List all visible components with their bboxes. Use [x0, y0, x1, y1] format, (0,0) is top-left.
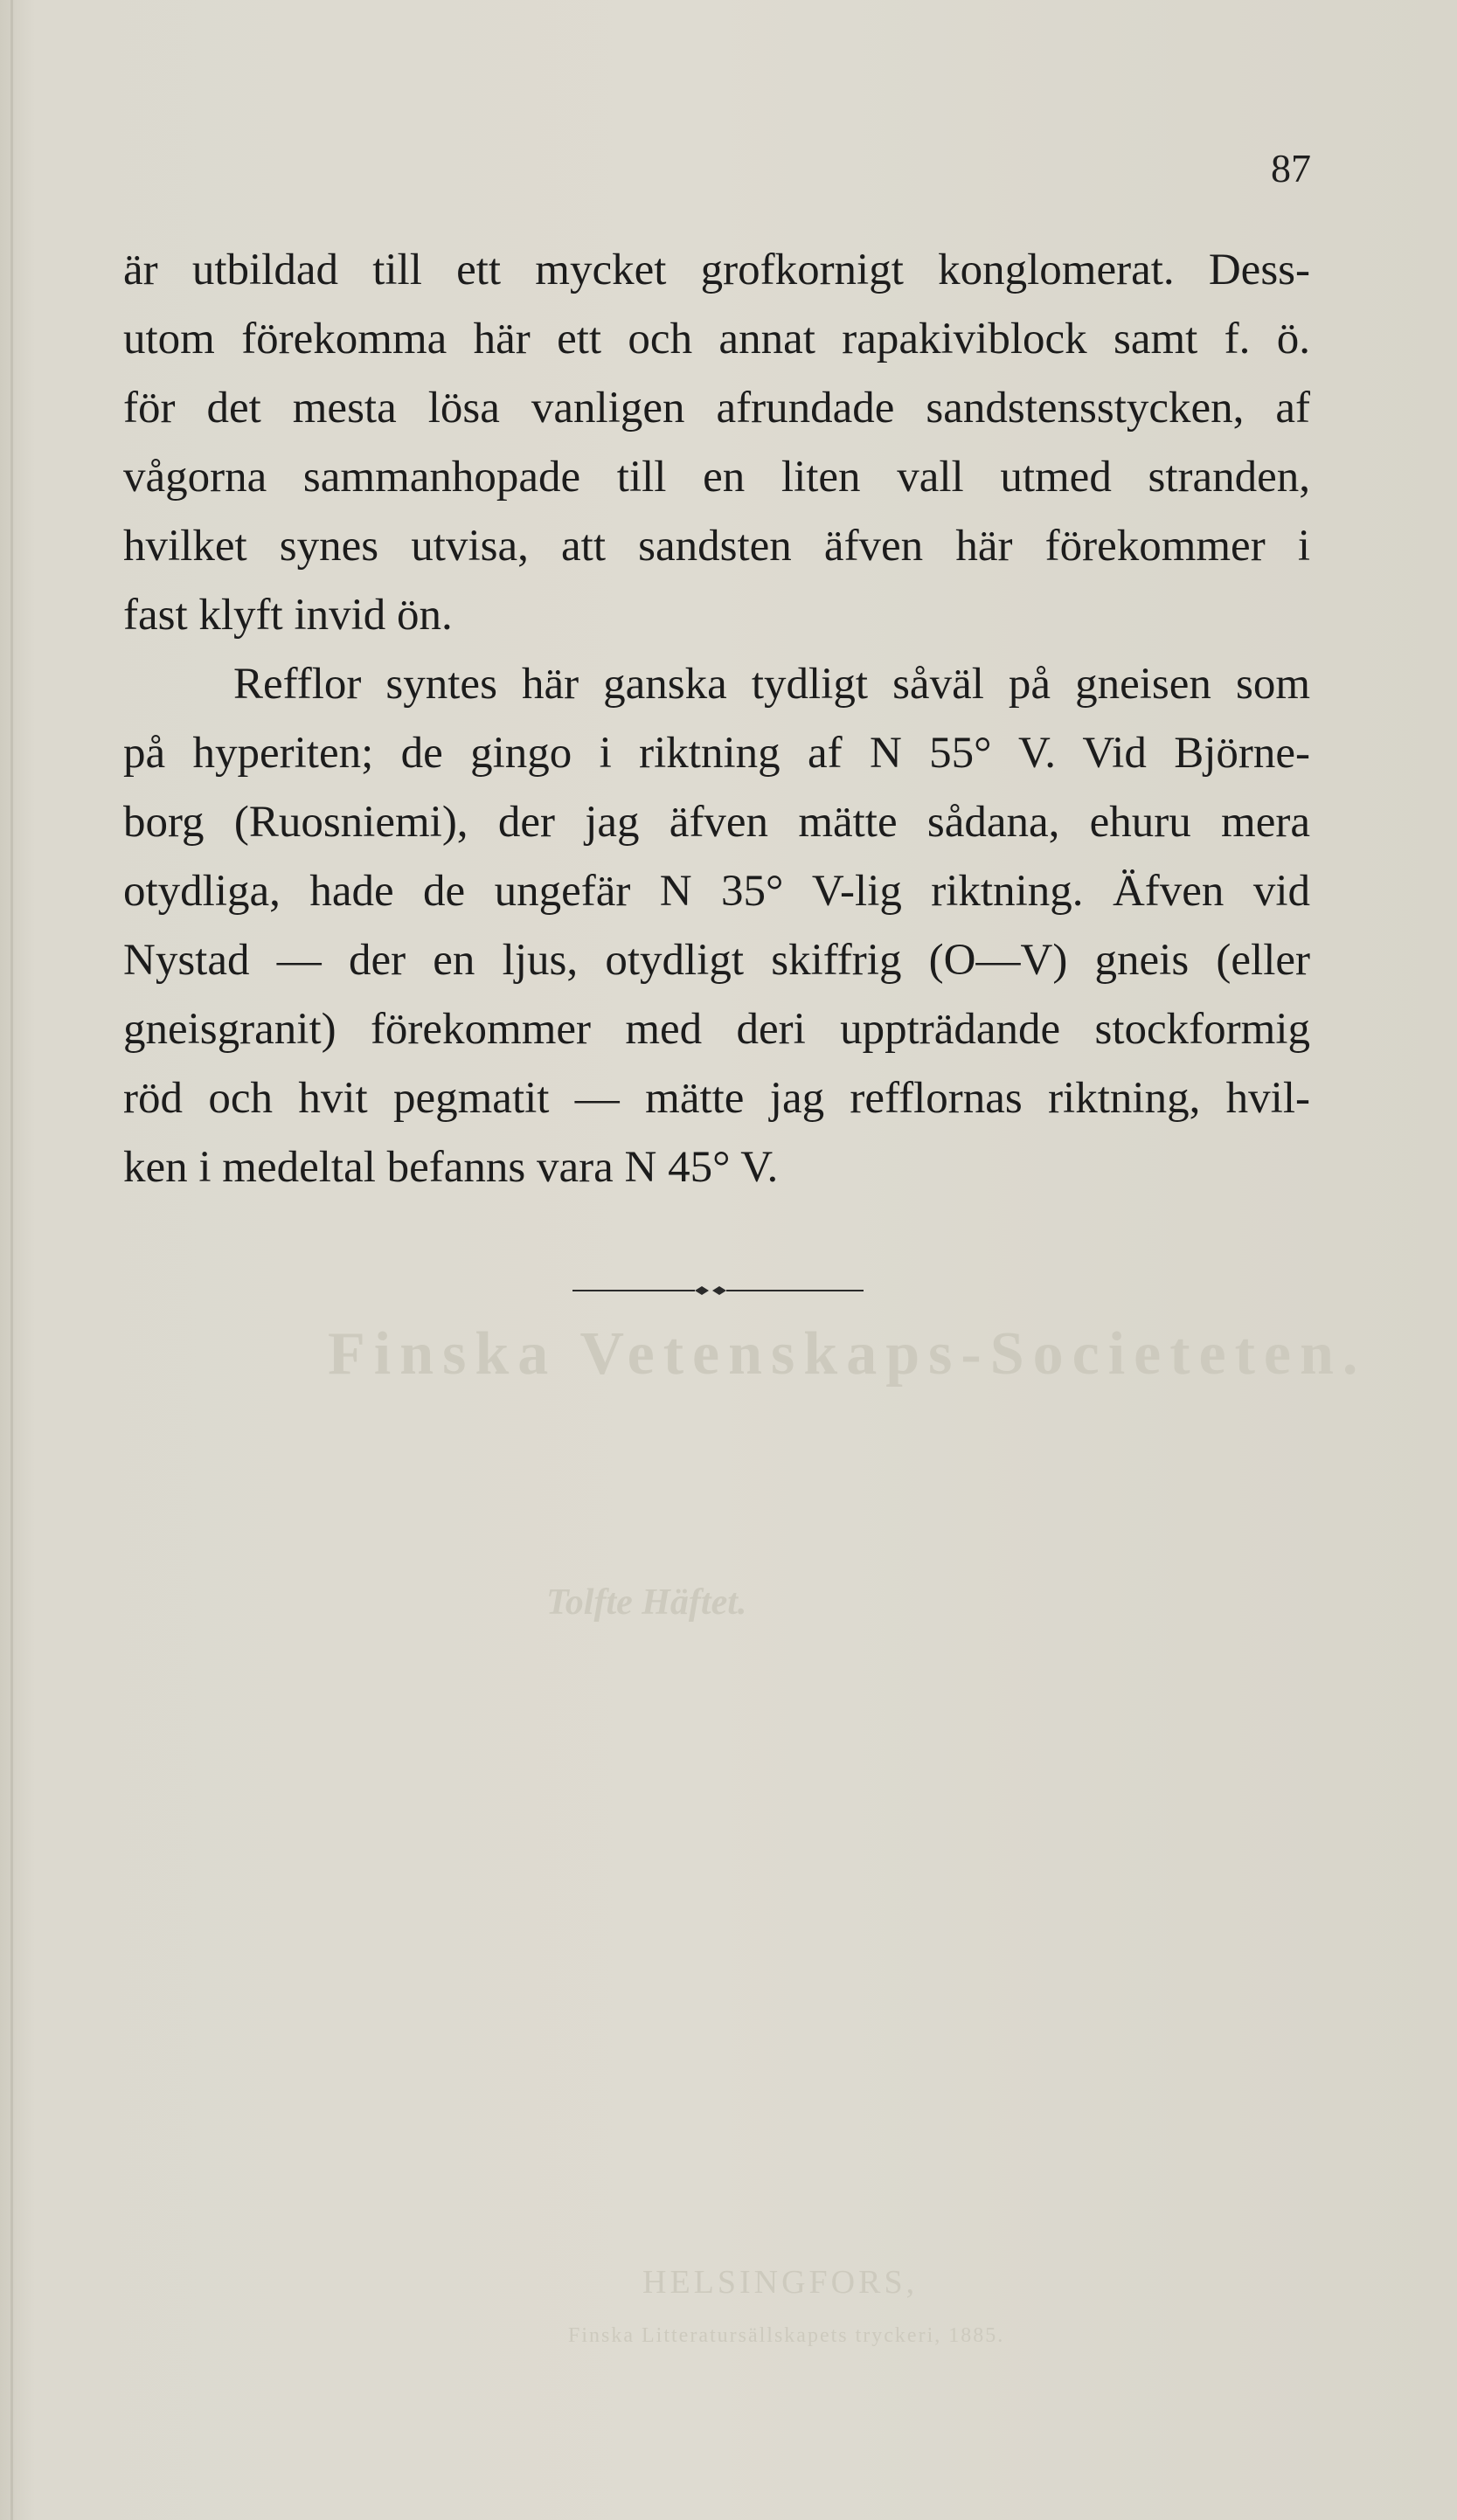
text-line: röd och hvit pegmatit — mätte jag refflornas riktning, hvil- — [123, 1074, 1310, 1123]
divider-ornament-icon — [572, 1284, 864, 1297]
text-line: utom förekomma här ett och annat rapakiviblock samt f. ö. — [123, 315, 1310, 363]
paragraph-1 — [123, 236, 1310, 650]
show-through-text: Finska Vetenskaps-Societeten. — [328, 1320, 1367, 1388]
text-line: gneisgranit) förekommer med deri uppträdande stockformig — [123, 1005, 1310, 1054]
ornamental-divider — [572, 1284, 864, 1297]
text-line: på hyperiten; de gingo i riktning af N 55° V. Vid Björne- — [123, 729, 1310, 778]
show-through-text: Tolfte Häftet. — [546, 1582, 747, 1623]
text-line: borg (Ruosniemi), der jag äfven mätte sådana, ehuru mera — [123, 798, 1310, 847]
paragraph-2 — [123, 650, 1310, 1202]
show-through-text: HELSINGFORS, — [642, 2264, 919, 2301]
text-line: för det mesta lösa vanligen afrundade sandstensstycken, af — [123, 384, 1310, 433]
text-line: hvilket synes utvisa, att sandsten äfven här förekommer i — [123, 522, 1310, 571]
text-line: vågorna sammanhopade till en liten vall utmed stranden, — [123, 453, 1310, 502]
text-line: är utbildad till ett mycket grofkornigt konglomerat. Dess- — [123, 246, 1310, 294]
body-text — [123, 236, 1310, 1202]
text-line: Refflor syntes här ganska tydligt såväl på gneisen som — [233, 660, 1310, 709]
text-line: otydliga, hade de ungefär N 35° V-lig riktning. Äfven vid — [123, 867, 1310, 916]
page-number: 87 — [1271, 146, 1311, 190]
text-line: fast klyft invid ön. — [123, 591, 453, 640]
show-through-text: Finska Litteratursällskapets tryckeri, 1885. — [568, 2324, 1005, 2347]
text-line: ken i medeltal befanns vara N 45° V. — [123, 1143, 779, 1192]
page-gutter-shadow — [10, 0, 13, 2520]
text-line: Nystad — der en ljus, otydligt skiffrig (O—V) gneis (eller — [123, 936, 1310, 985]
